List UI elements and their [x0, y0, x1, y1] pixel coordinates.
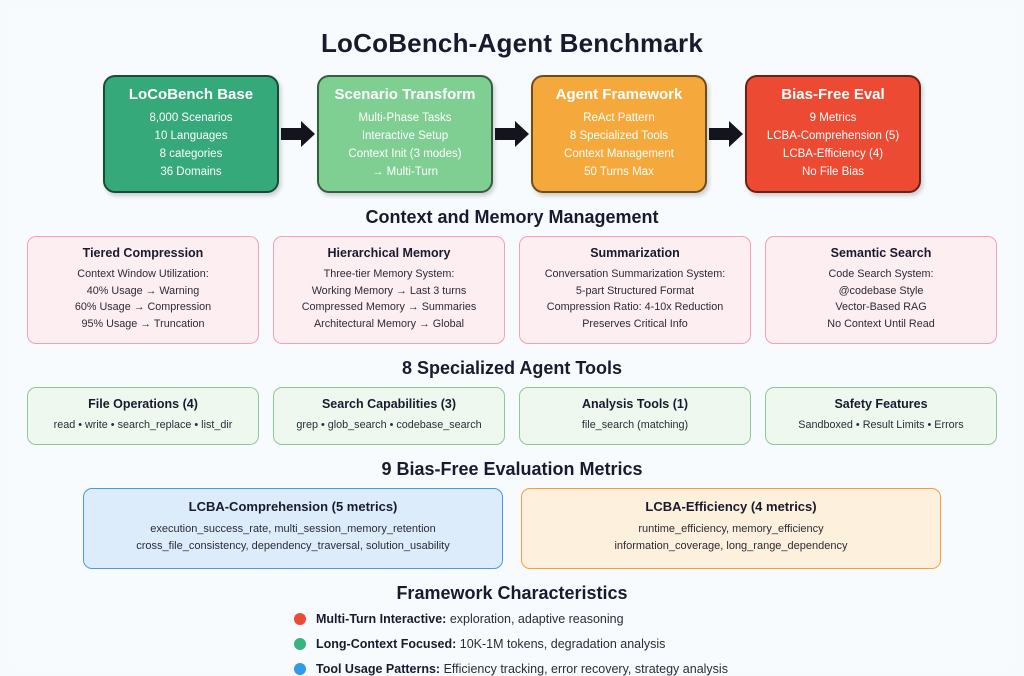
section-heading-tools: 8 Specialized Agent Tools [401, 357, 623, 378]
stage-line: ReAct Pattern [583, 112, 655, 125]
card-line: No Context Until Read [827, 318, 935, 331]
pipeline-stage-locobench-base [103, 75, 279, 193]
card-line: 5-part Structured Format [575, 284, 695, 297]
characteristic-item-long-context [294, 637, 665, 651]
stage-line: Context Init (3 modes) [348, 147, 462, 160]
characteristic-text [316, 662, 728, 676]
stage-line: No File Bias [802, 165, 864, 178]
stage-line: 8,000 Scenarios [149, 112, 233, 125]
arrow-right-icon-2 [493, 121, 531, 147]
diagram-frame [8, 6, 1016, 676]
stage-line: 50 Turns Max [584, 165, 654, 178]
card-lcba-efficiency [521, 488, 941, 569]
stage-line: 9 Metrics [809, 112, 857, 125]
card-title: Hierarchical Memory [327, 246, 451, 260]
card-line: Architectural Memory → Global [313, 318, 464, 331]
characteristic-item-multi-turn [294, 612, 624, 626]
pipeline-stage-bias-free-eval [745, 75, 921, 193]
stage-line: 10 Languages [154, 130, 228, 143]
card-lcba-comprehension [83, 488, 503, 569]
characteristic-text [316, 637, 665, 651]
bullet-dot-icon [294, 663, 306, 675]
card-line: Preserves Critical Info [582, 318, 688, 331]
card-semantic-search [765, 236, 997, 344]
stage-title: Bias-Free Eval [781, 86, 885, 103]
bullet-dot-icon [294, 613, 306, 625]
card-title: Safety Features [834, 396, 928, 411]
card-search-capabilities [273, 387, 505, 445]
stage-line: Context Management [564, 147, 674, 160]
characteristic-text [316, 612, 624, 626]
card-title: File Operations (4) [88, 396, 198, 411]
stage-line: LCBA-Comprehension (5) [766, 130, 900, 143]
stage-line: → Multi-Turn [371, 165, 439, 178]
card-line: 40% Usage → Warning [86, 284, 200, 297]
pipeline-stage-scenario-transform [317, 75, 493, 193]
stage-line: 8 categories [159, 147, 223, 160]
card-line: Vector-Based RAG [835, 301, 927, 314]
card-line: Three-tier Memory System: [323, 268, 455, 280]
card-analysis-tools [519, 387, 751, 445]
characteristic-description: exploration, adaptive reasoning [446, 611, 624, 626]
stage-line: 8 Specialized Tools [569, 130, 669, 143]
card-line: 95% Usage → Truncation [81, 318, 205, 331]
characteristics-list [8, 612, 1016, 676]
characteristic-description: 10K-1M tokens, degradation analysis [456, 636, 666, 651]
section-heading-context: Context and Memory Management [365, 207, 659, 227]
tools-card-row [8, 387, 1016, 445]
card-line: Compression Ratio: 4-10x Reduction [546, 301, 724, 314]
arrow-right-icon-3 [707, 121, 745, 147]
card-line: file_search (matching) [581, 418, 689, 431]
pipeline-stage-agent-framework [531, 75, 707, 193]
card-line: 60% Usage → Compression [74, 301, 212, 314]
stage-title: Agent Framework [555, 86, 683, 103]
card-file-operations [27, 387, 259, 445]
card-line: Conversation Summarization System: [544, 268, 726, 280]
card-safety-features [765, 387, 997, 445]
stage-line: LCBA-Efficiency (4) [782, 147, 884, 160]
card-title: Summarization [590, 246, 680, 260]
bullet-dot-icon [294, 638, 306, 650]
section-heading-characteristics: Framework Characteristics [396, 582, 628, 603]
card-line: execution_success_rate, multi_session_memory_retention [150, 522, 436, 535]
card-title: Semantic Search [830, 246, 932, 260]
page-title: LoCoBench-Agent Benchmark [320, 28, 704, 58]
characteristic-label: Long-Context Focused: [316, 636, 457, 651]
stage-line: Multi-Phase Tasks [358, 112, 452, 125]
card-title: LCBA-Comprehension (5 metrics) [188, 498, 398, 514]
stage-line: Interactive Setup [361, 130, 449, 143]
card-line: information_coverage, long_range_dependency [614, 540, 848, 553]
characteristic-item-tool-usage [294, 662, 728, 676]
card-line: Compressed Memory → Summaries [301, 301, 477, 314]
card-line: Sandboxed • Result Limits • Errors [798, 418, 964, 431]
card-line: cross_file_consistency, dependency_traversal, solution_usability [136, 540, 450, 553]
card-title: LCBA-Efficiency (4 metrics) [645, 498, 817, 514]
card-title: Tiered Compression [82, 246, 204, 260]
card-line: read • write • search_replace • list_dir [53, 418, 233, 431]
stage-title: Scenario Transform [334, 86, 476, 103]
card-line: Code Search System: [828, 268, 934, 280]
context-card-row [8, 236, 1016, 344]
card-hierarchical-memory [273, 236, 505, 344]
card-summarization [519, 236, 751, 344]
stage-title: LoCoBench Base [128, 86, 254, 103]
card-line: @codebase Style [838, 284, 924, 297]
pipeline-row [8, 75, 1016, 193]
stage-line: 36 Domains [160, 165, 222, 178]
card-line: Context Window Utilization: [77, 268, 209, 280]
card-title: Search Capabilities (3) [321, 396, 457, 411]
card-title: Analysis Tools (1) [581, 396, 689, 411]
card-tiered-compression [27, 236, 259, 344]
section-heading-metrics: 9 Bias-Free Evaluation Metrics [381, 458, 643, 479]
card-line: Working Memory → Last 3 turns [311, 284, 467, 297]
card-line: runtime_efficiency, memory_efficiency [638, 522, 824, 535]
card-line: grep • glob_search • codebase_search [296, 418, 482, 431]
characteristic-label: Multi-Turn Interactive: [316, 611, 447, 626]
metrics-card-row [8, 488, 1016, 569]
arrow-right-icon-1 [279, 121, 317, 147]
characteristic-description: Efficiency tracking, error recovery, strategy analysis [440, 661, 728, 676]
characteristic-label: Tool Usage Patterns: [316, 661, 441, 676]
